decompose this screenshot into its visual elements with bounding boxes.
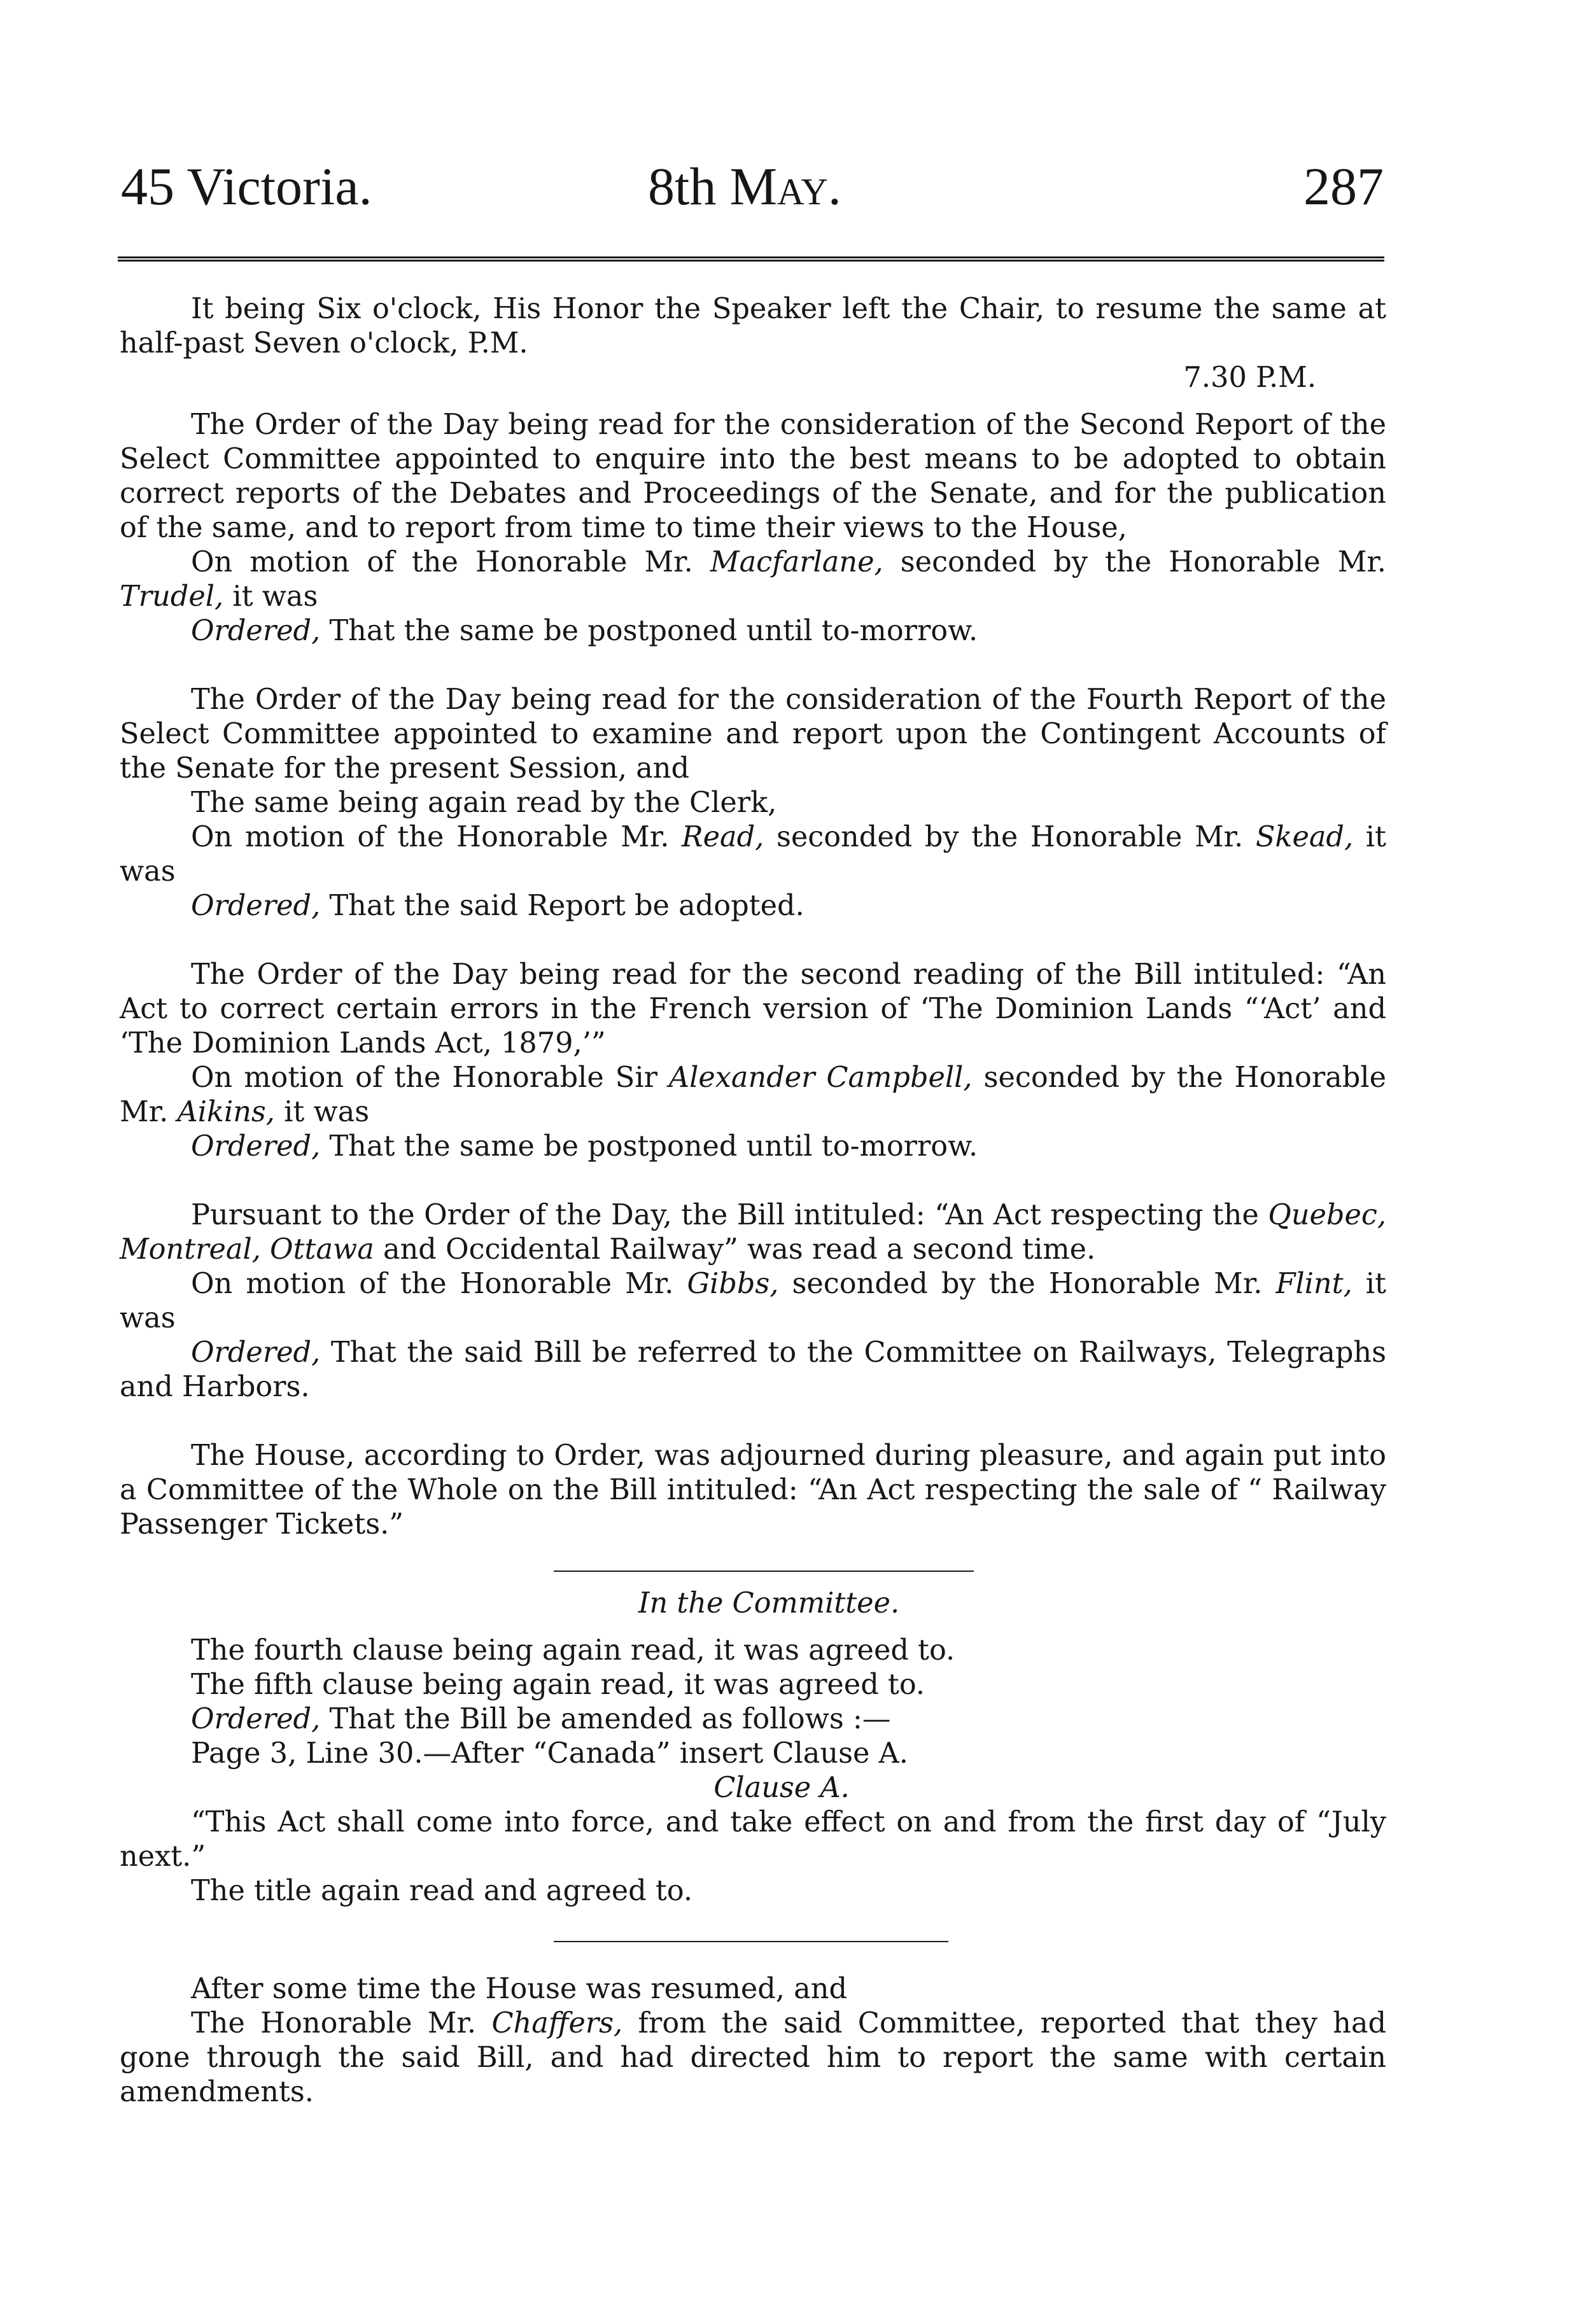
title-agreed-line: The title again read and agreed to. — [191, 1874, 692, 1907]
paragraph-second-report: The Order of the Day being read for the consideration of the Second Report of the Select Committee appointed to enquire into the best means to be adopted to obtain correct reports of the Debates and Proceedings of the Senate, and for the publication of the same, and to report from time to time their views to the House, — [120, 408, 1386, 544]
committee-line: The fourth clause being again read, it was agreed to. — [191, 1634, 955, 1667]
ordered-line: Ordered, That the said Report be adopted. — [191, 889, 805, 922]
header-day: 8th — [648, 157, 717, 216]
senator-name: Read, — [682, 820, 764, 853]
paragraph-fourth-report: The Order of the Day being read for the consideration of the Fourth Report of the Select Committee appointed to examine and report upon the Contingent Accounts of the Senate for the present Session, and — [120, 683, 1386, 785]
motion-line: On motion of the Honorable Sir Alexander Campbell, seconded by the Honorable Mr. Aikins, it was — [120, 1061, 1386, 1128]
railway-names: Quebec, Montreal, Ottawa — [120, 1198, 1386, 1266]
senator-name: Alexander Campbell, — [668, 1061, 973, 1094]
clause-a-text: “This Act shall come into force, and take effect on and from the first day of “July next.” — [120, 1805, 1386, 1873]
header-month: May. — [729, 157, 841, 216]
running-header-date — [648, 157, 841, 216]
running-header-session: 45 Victoria. — [121, 157, 372, 216]
section-rule — [554, 1941, 948, 1942]
ordered-line: Ordered, That the same be postponed until to-morrow. — [191, 1130, 978, 1163]
clause-heading: Clause A. — [713, 1771, 850, 1804]
paragraph-adjournment: It being Six o'clock, His Honor the Speaker left the Chair, to resume the same at half-past Seven o'clock, P.M. — [120, 292, 1386, 360]
committee-line: The fifth clause being again read, it was agreed to. — [191, 1668, 925, 1701]
page-number: 287 — [1303, 157, 1384, 216]
motion-line: On motion of the Honorable Mr. Read, seconded by the Honorable Mr. Skead, it was — [120, 820, 1386, 888]
committee-ordered: Ordered, That the Bill be amended as follows :— — [191, 1702, 891, 1735]
committee-heading: In the Committee. — [638, 1586, 900, 1620]
paragraph-report-amendments: The Honorable Mr. Chaffers, from the said Committee, reported that they had gone through the said Bill, and had directed him to report the same with certain amendments. — [120, 2006, 1386, 2108]
ordered-line: Ordered, That the said Bill be referred to the Committee on Railways, Telegraphs and Harbors. — [120, 1336, 1386, 1403]
section-rule — [554, 1571, 974, 1572]
paragraph-committee-of-whole: The House, according to Order, was adjourned during pleasure, and again put into a Committee of the Whole on the Bill intituled: “An Act respecting the sale of “ Railway Passenger Tickets.” — [120, 1439, 1386, 1541]
committee-line: Page 3, Line 30.—After “Canada” insert Clause A. — [191, 1737, 908, 1770]
motion-line: On motion of the Honorable Mr. Gibbs, seconded by the Honorable Mr. Flint, it was — [120, 1267, 1386, 1334]
senator-name: Flint, — [1275, 1267, 1353, 1300]
paragraph-dominion-lands-bill: The Order of the Day being read for the second reading of the Bill intituled: “An Act to correct certain errors in the French version of ‘The Dominion Lands “‘Act’ and ‘The Dominion Lands Act, 1879,’” — [120, 958, 1386, 1060]
motion-line: On motion of the Honorable Mr. Macfarlane, seconded by the Honorable Mr. Trudel, it was — [120, 545, 1386, 613]
senator-name: Macfarlane, — [710, 545, 883, 578]
clerk-line: The same being again read by the Clerk, — [191, 786, 777, 819]
senator-name: Aikins, — [177, 1095, 275, 1128]
house-resumed-line: After some time the House was resumed, and — [191, 1972, 848, 2005]
journal-body — [120, 291, 1386, 2109]
header-double-rule — [118, 256, 1384, 262]
senator-name: Chaffers, — [491, 2006, 623, 2040]
ordered-line: Ordered, That the same be postponed until to-morrow. — [191, 614, 978, 647]
paragraph-railway-bill: Pursuant to the Order of the Day, the Bill intituled: “An Act respecting the Quebec, Montreal, Ottawa and Occidental Railway” was read a second time. — [120, 1198, 1386, 1266]
senator-name: Skead, — [1255, 820, 1354, 853]
senator-name: Trudel, — [120, 580, 224, 613]
time-stamp: 7.30 P.M. — [1183, 361, 1316, 394]
senator-name: Gibbs, — [687, 1267, 779, 1300]
